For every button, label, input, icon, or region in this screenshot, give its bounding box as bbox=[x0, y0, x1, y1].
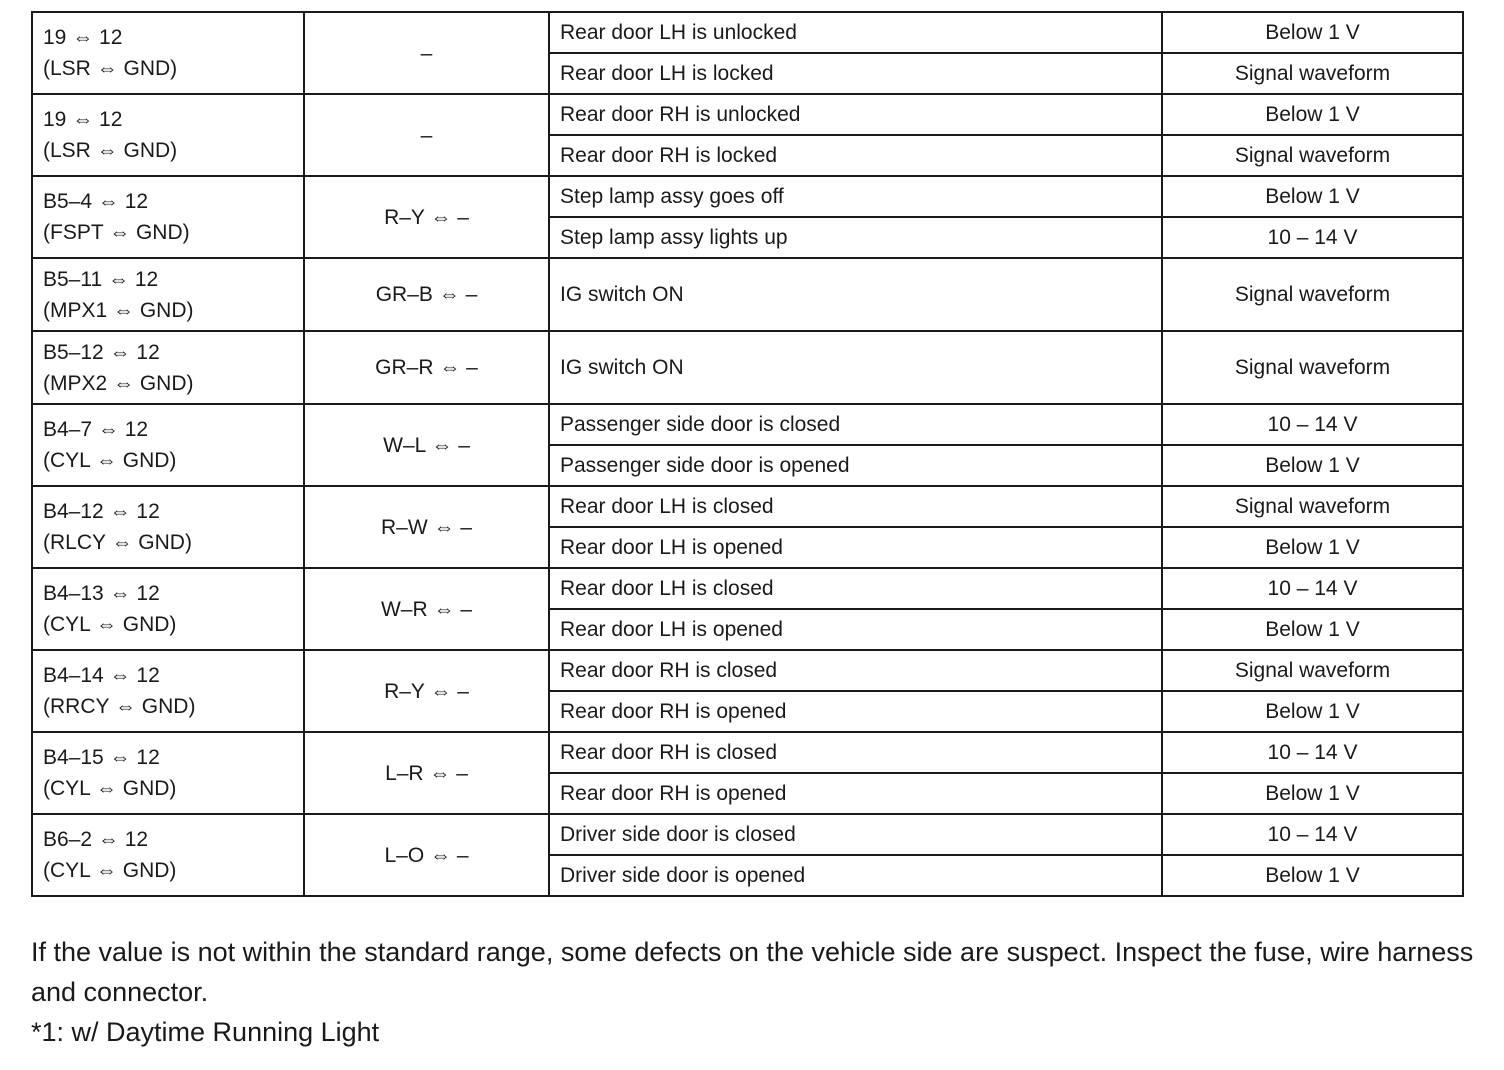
terminal-label: B5–12 ⇔ 12 bbox=[43, 340, 160, 364]
table-row bbox=[32, 331, 1463, 404]
wire-color-cell: W–L ⇔ – bbox=[304, 404, 549, 486]
standard-value-cell: Signal waveform bbox=[1162, 486, 1463, 527]
condition-cell: Driver side door is closed bbox=[549, 814, 1162, 855]
terminal-cell bbox=[32, 568, 304, 650]
table-row bbox=[32, 12, 1463, 53]
standard-value-cell: 10 – 14 V bbox=[1162, 217, 1463, 258]
wire-color-cell: R–Y ⇔ – bbox=[304, 176, 549, 258]
terminal-label: (RLCY ⇔ GND) bbox=[43, 531, 192, 554]
terminal-label: (MPX2 ⇔ GND) bbox=[43, 371, 194, 395]
wire-color-cell: GR–B ⇔ – bbox=[304, 258, 549, 331]
terminal-cell bbox=[32, 258, 304, 331]
standard-value-cell: Signal waveform bbox=[1162, 258, 1463, 331]
condition-cell: Step lamp assy lights up bbox=[549, 217, 1162, 258]
terminal-label: B5–11 ⇔ 12 bbox=[43, 267, 159, 291]
standard-value-cell: 10 – 14 V bbox=[1162, 568, 1463, 609]
terminal-label: 19 ⇔ 12 bbox=[43, 108, 123, 131]
standard-value-cell: Signal waveform bbox=[1162, 650, 1463, 691]
terminal-label: B4–15 ⇔ 12 bbox=[43, 746, 160, 769]
condition-cell: Rear door RH is opened bbox=[549, 773, 1162, 814]
condition-cell: Rear door LH is opened bbox=[549, 527, 1162, 568]
terminal-cell bbox=[32, 814, 304, 896]
condition-cell: Rear door LH is closed bbox=[549, 486, 1162, 527]
terminal-label: 19 ⇔ 12 bbox=[43, 26, 123, 49]
table-row bbox=[32, 176, 1463, 217]
table-row bbox=[32, 404, 1463, 445]
terminal-label: (CYL ⇔ GND) bbox=[43, 449, 177, 472]
condition-cell: Passenger side door is closed bbox=[549, 404, 1162, 445]
condition-cell: Step lamp assy goes off bbox=[549, 176, 1162, 217]
standard-value-cell: Below 1 V bbox=[1162, 176, 1463, 217]
wire-color-cell: W–R ⇔ – bbox=[304, 568, 549, 650]
terminal-cell bbox=[32, 12, 304, 94]
wire-color-cell: GR–R ⇔ – bbox=[304, 331, 549, 404]
condition-cell: Rear door RH is locked bbox=[549, 135, 1162, 176]
terminal-label: (LSR ⇔ GND) bbox=[43, 57, 178, 80]
notes-paragraph: If the value is not within the standard range, some defects on the vehicle side are suspect. Inspect the fuse, wire harness and connector. bbox=[31, 937, 1474, 1007]
condition-cell: IG switch ON bbox=[549, 258, 1162, 331]
standard-value-cell: Below 1 V bbox=[1162, 12, 1463, 53]
standard-value-cell: Below 1 V bbox=[1162, 855, 1463, 896]
standard-value-cell: Below 1 V bbox=[1162, 773, 1463, 814]
wire-color-cell: R–Y ⇔ – bbox=[304, 650, 549, 732]
condition-cell: Rear door RH is unlocked bbox=[549, 94, 1162, 135]
table-row bbox=[32, 650, 1463, 691]
terminal-cell bbox=[32, 404, 304, 486]
table-row bbox=[32, 94, 1463, 135]
table-row bbox=[32, 732, 1463, 773]
table-row bbox=[32, 814, 1463, 855]
condition-cell: Rear door LH is opened bbox=[549, 609, 1162, 650]
terminal-label: (CYL ⇔ GND) bbox=[43, 613, 177, 636]
standard-value-cell: Below 1 V bbox=[1162, 691, 1463, 732]
standard-value-cell: 10 – 14 V bbox=[1162, 814, 1463, 855]
standard-value-cell: Signal waveform bbox=[1162, 135, 1463, 176]
table-row bbox=[32, 486, 1463, 527]
condition-cell: Rear door LH is locked bbox=[549, 53, 1162, 94]
terminal-cell bbox=[32, 94, 304, 176]
notes-section bbox=[31, 932, 1481, 1052]
standard-value-cell: Signal waveform bbox=[1162, 53, 1463, 94]
table-row bbox=[32, 258, 1463, 331]
condition-cell: Driver side door is opened bbox=[549, 855, 1162, 896]
wire-color-cell: – bbox=[304, 94, 549, 176]
terminal-cell bbox=[32, 331, 304, 404]
standard-value-cell: 10 – 14 V bbox=[1162, 732, 1463, 773]
wire-color-cell: L–R ⇔ – bbox=[304, 732, 549, 814]
condition-cell: Rear door LH is unlocked bbox=[549, 12, 1162, 53]
standard-value-cell: Below 1 V bbox=[1162, 609, 1463, 650]
spec-table-body bbox=[32, 12, 1463, 896]
notes-footnote: *1: w/ Daytime Running Light bbox=[31, 1017, 380, 1047]
standard-value-cell: Below 1 V bbox=[1162, 445, 1463, 486]
terminal-label: B4–12 ⇔ 12 bbox=[43, 500, 160, 523]
terminal-label: (LSR ⇔ GND) bbox=[43, 139, 178, 162]
condition-cell: Rear door LH is closed bbox=[549, 568, 1162, 609]
terminal-label: B4–14 ⇔ 12 bbox=[43, 664, 160, 687]
terminal-cell bbox=[32, 650, 304, 732]
standard-value-cell: Signal waveform bbox=[1162, 331, 1463, 404]
terminal-label: B4–7 ⇔ 12 bbox=[43, 418, 149, 441]
terminal-label: (RRCY ⇔ GND) bbox=[43, 695, 196, 718]
condition-cell: Passenger side door is opened bbox=[549, 445, 1162, 486]
wire-color-cell: – bbox=[304, 12, 549, 94]
terminal-cell bbox=[32, 732, 304, 814]
terminal-cell bbox=[32, 486, 304, 568]
condition-cell: Rear door RH is closed bbox=[549, 732, 1162, 773]
standard-value-cell: Below 1 V bbox=[1162, 527, 1463, 568]
condition-cell: IG switch ON bbox=[549, 331, 1162, 404]
wire-color-cell: R–W ⇔ – bbox=[304, 486, 549, 568]
terminal-cell bbox=[32, 176, 304, 258]
standard-value-cell: 10 – 14 V bbox=[1162, 404, 1463, 445]
table-row bbox=[32, 568, 1463, 609]
terminal-label: (MPX1 ⇔ GND) bbox=[43, 298, 194, 322]
terminal-label: B4–13 ⇔ 12 bbox=[43, 582, 160, 605]
terminal-label: (FSPT ⇔ GND) bbox=[43, 221, 190, 244]
condition-cell: Rear door RH is closed bbox=[549, 650, 1162, 691]
terminal-label: (CYL ⇔ GND) bbox=[43, 859, 177, 882]
wire-color-cell: L–O ⇔ – bbox=[304, 814, 549, 896]
terminal-label: B6–2 ⇔ 12 bbox=[43, 828, 149, 851]
terminal-spec-table bbox=[31, 11, 1464, 897]
standard-value-cell: Below 1 V bbox=[1162, 94, 1463, 135]
terminal-label: B5–4 ⇔ 12 bbox=[43, 190, 149, 213]
terminal-label: (CYL ⇔ GND) bbox=[43, 777, 177, 800]
condition-cell: Rear door RH is opened bbox=[549, 691, 1162, 732]
